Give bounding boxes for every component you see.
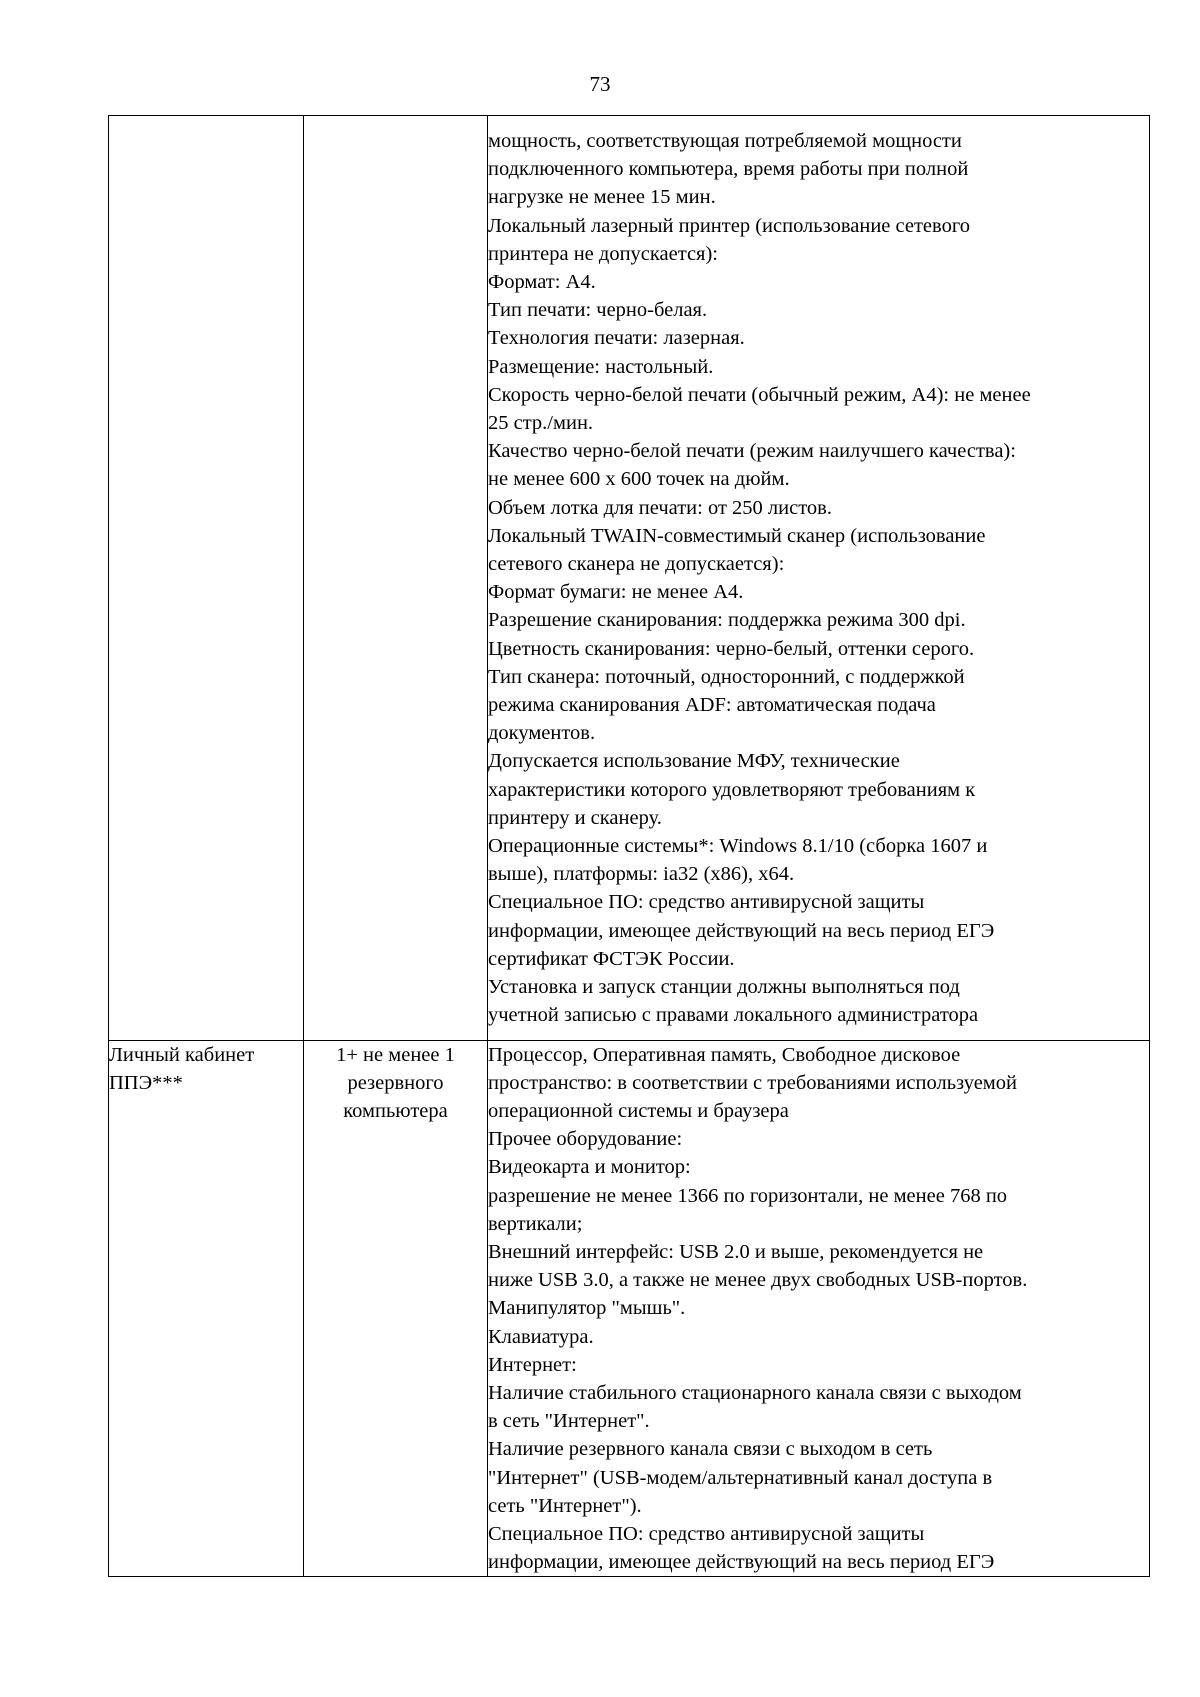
text-line: 25 стр./мин. (488, 412, 594, 435)
text-line: в сеть "Интернет". (488, 1410, 650, 1433)
text-line: Видеокарта и монитор: (488, 1156, 691, 1179)
text-line: Локальный лазерный принтер (использование сетевого (488, 214, 970, 237)
text-line: Интернет: (488, 1353, 577, 1376)
text-line: Формат: А4. (488, 271, 596, 294)
text-line: Формат бумаги: не менее А4. (488, 581, 744, 604)
text-line: 1+ не менее 1 (336, 1043, 455, 1066)
text-line: операционной системы и браузера (488, 1099, 789, 1122)
text-line: вертикали; (488, 1212, 583, 1235)
requirements-cell (488, 116, 1150, 1041)
text-line: Тип сканера: поточный, односторонний, с поддержкой (488, 665, 965, 688)
text-line: мощность, соответствующая потребляемой мощности (488, 130, 962, 152)
text-line: информации, имеющее действующий на весь период ЕГЭ (488, 919, 995, 942)
text-line: Установка и запуск станции должны выполняться под (488, 976, 960, 999)
requirements-cell (488, 1040, 1150, 1577)
text-line: Наличие резервного канала связи с выходом в сеть (488, 1438, 933, 1461)
text-line: не менее 600 х 600 точек на дюйм. (488, 468, 790, 491)
text-line: Цветность сканирования: черно-белый, оттенки серого. (488, 637, 975, 660)
text-line: сеть "Интернет"). (488, 1494, 642, 1517)
text-line: Технология печати: лазерная. (488, 327, 745, 350)
text-line: разрешение не менее 1366 по горизонтали, не менее 768 по (488, 1184, 1008, 1207)
table-row (109, 1040, 1150, 1577)
text-line: компьютера (343, 1099, 448, 1122)
text-line: Операционные системы*: Windows 8.1/10 (сборка 1607 и (488, 835, 988, 858)
text-line: Специальное ПО: средство антивирусной защиты (488, 891, 925, 914)
table-row (109, 116, 1150, 1041)
text-line: Личный кабинет (109, 1043, 255, 1066)
equipment-name-cell (109, 1040, 304, 1577)
text-line: информации, имеющее действующий на весь период ЕГЭ (488, 1551, 995, 1574)
text-line: нагрузке не менее 15 мин. (488, 186, 716, 209)
text-line: пространство: в соответствии с требованиями используемой (488, 1071, 1017, 1094)
text-line: сетевого сканера не допускается): (488, 553, 785, 576)
quantity-cell (304, 1040, 488, 1577)
text-line: ниже USB 3.0, а также не менее двух свободных USB-портов. (488, 1269, 1028, 1292)
equipment-name-cell (109, 116, 304, 1041)
text-line: Размещение: настольный. (488, 355, 714, 378)
text-line: выше), платформы: ia32 (x86), x64. (488, 863, 795, 886)
text-line: Тип печати: черно-белая. (488, 299, 708, 322)
text-line: Объем лотка для печати: от 250 листов. (488, 496, 832, 519)
text-line: Скорость черно-белой печати (обычный режим, А4): не менее (488, 383, 1031, 406)
text-line: Разрешение сканирования: поддержка режима 300 dpi. (488, 609, 966, 632)
text-line: Допускается использование МФУ, технические (488, 750, 900, 773)
text-line: "Интернет" (USB-модем/альтернативный канал доступа в (488, 1466, 993, 1489)
text-line: режима сканирования ADF: автоматическая подача (488, 694, 936, 717)
text-line: подключенного компьютера, время работы при полной (488, 158, 969, 181)
text-line: учетной записью с правами локального администратора (488, 1004, 979, 1027)
text-line: Манипулятор "мышь". (488, 1297, 686, 1320)
text-line: Прочее оборудование: (488, 1128, 683, 1151)
text-line: ППЭ*** (109, 1071, 183, 1094)
requirements-table (108, 115, 1150, 1577)
text-line: Внешний интерфейс: USB 2.0 и выше, рекомендуется не (488, 1240, 984, 1263)
text-line: сертификат ФСТЭК России. (488, 947, 735, 970)
text-line: принтеру и сканеру. (488, 806, 662, 829)
text-line: Процессор, Оперативная память, Свободное дисковое (488, 1043, 961, 1066)
text-line: Клавиатура. (488, 1325, 594, 1348)
text-line: Локальный TWAIN-совместимый сканер (использование (488, 524, 986, 547)
text-line: характеристики которого удовлетворяют требованиям к (488, 778, 976, 801)
text-line: принтера не допускается): (488, 242, 718, 265)
page-number: 73 (589, 72, 611, 96)
quantity-cell (304, 116, 488, 1041)
text-line: резервного (347, 1071, 444, 1094)
text-line: документов. (488, 722, 596, 745)
text-line: Качество черно-белой печати (режим наилучшего качества): (488, 440, 1016, 463)
text-line: Наличие стабильного стационарного канала связи с выходом (488, 1381, 1022, 1404)
text-line: Специальное ПО: средство антивирусной защиты (488, 1522, 925, 1545)
